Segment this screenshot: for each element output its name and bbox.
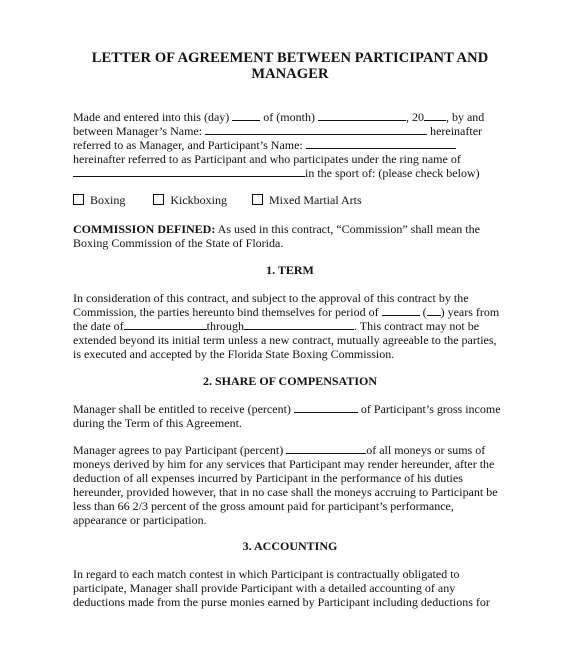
share-line-5 (73, 471, 463, 485)
intro-text: referred to as Manager, and Participant’s Name: (73, 138, 303, 152)
accounting-heading: 3. ACCOUNTING (242, 539, 338, 553)
kickboxing-checkbox[interactable] (153, 194, 164, 205)
term-heading: 1. TERM (266, 263, 314, 277)
term-text: ( (422, 305, 427, 319)
intro-text: of (month) (263, 110, 315, 124)
month-field[interactable] (318, 110, 406, 121)
commission-line-1 (73, 222, 480, 236)
term-line-3 (73, 319, 479, 333)
intro-text: , 20 (405, 110, 424, 124)
share-line-8 (73, 513, 207, 527)
term-text: . This contract may not be (354, 319, 480, 333)
term-text: Commission, the parties hereunto bind themselves for period of (73, 305, 379, 319)
term-text: ) years from (440, 305, 500, 319)
ring-name-field[interactable] (73, 166, 305, 177)
manager-name-field[interactable] (205, 124, 427, 135)
boxing-label: Boxing (90, 193, 126, 207)
share-text: hereunder, provided however, that in no case shall the moneys accruing to Participant be (73, 485, 498, 499)
term-years-number-field[interactable] (427, 305, 441, 316)
share-line-6 (73, 485, 498, 499)
term-text: is executed and accepted by the Florida State Boxing Commission. (73, 347, 395, 361)
share-text: moneys derived by him for any services that Participant may render hereunder, after the (73, 457, 495, 471)
share-text: of Participant’s gross income (360, 402, 501, 416)
share-line-3 (73, 443, 485, 457)
mma-checkbox[interactable] (252, 194, 263, 205)
intro-text: between Manager’s Name: (73, 124, 203, 138)
accounting-line-1 (73, 567, 460, 581)
participant-percent-field[interactable] (286, 443, 366, 454)
share-text: appearance or participation. (73, 513, 207, 527)
term-line-1 (73, 291, 469, 305)
intro-line-5 (73, 166, 480, 180)
share-text: during the Term of this Agreement. (73, 416, 242, 430)
commission-text: Boxing Commission of the State of Florida. (73, 236, 284, 250)
accounting-text: deductions made from the purse monies earned by Participant including deductions for (73, 595, 490, 609)
document-title-line-1: LETTER OF AGREEMENT BETWEEN PARTICIPANT AND (91, 50, 489, 66)
document-title-line-2: MANAGER (251, 66, 329, 82)
intro-line-4 (73, 152, 461, 166)
intro-text: , by and (445, 110, 485, 124)
term-line-5 (73, 347, 394, 361)
share-text: deduction of all expenses incurred by Participant in the performance of his duties (73, 471, 463, 485)
share-line-1 (73, 402, 501, 416)
term-text: In consideration of this contract, and subject to the approval of this contract by the (73, 291, 469, 305)
intro-text: hereinafter referred to as Participant and who participates under the ring name of (73, 152, 461, 166)
term-line-4 (73, 333, 497, 347)
intro-line-1 (73, 110, 484, 124)
share-line-4 (73, 457, 494, 471)
boxing-checkbox[interactable] (73, 194, 84, 205)
intro-text: Made and entered into this (day) (73, 110, 230, 124)
kickboxing-option[interactable] (153, 193, 227, 207)
day-field[interactable] (232, 110, 260, 121)
intro-line-2 (73, 124, 482, 138)
participant-name-field[interactable] (306, 138, 456, 149)
year-field[interactable] (424, 110, 446, 121)
intro-text: in the sport of: (please check below) (305, 166, 480, 180)
boxing-option[interactable] (73, 193, 125, 207)
mma-label: Mixed Martial Arts (269, 193, 362, 207)
term-line-2 (73, 305, 499, 319)
share-line-7 (73, 499, 454, 513)
start-date-field[interactable] (124, 319, 207, 330)
share-text: Manager shall be entitled to receive (percent) (73, 402, 291, 416)
manager-percent-field[interactable] (294, 402, 358, 413)
commission-label: COMMISSION DEFINED: (73, 222, 216, 236)
term-years-words-field[interactable] (382, 305, 420, 316)
intro-line-3 (73, 138, 456, 152)
share-text: of all moneys or sums of (366, 443, 486, 457)
mma-option[interactable] (252, 193, 362, 207)
term-text: the date of (73, 319, 124, 333)
accounting-text: participate, Manager shall provide Participant with a detailed accounting of any (73, 581, 456, 595)
accounting-line-3 (73, 595, 490, 609)
end-date-field[interactable] (244, 319, 354, 330)
share-text: less than 66 2/3 percent of the gross amount paid for participant’s performance, (73, 499, 454, 513)
commission-text: As used in this contract, “Commission” shall mean the (215, 222, 480, 236)
share-heading: 2. SHARE OF COMPENSATION (202, 374, 377, 388)
commission-line-2 (73, 236, 283, 250)
sport-checkbox-group (73, 193, 362, 207)
term-text: through (206, 319, 244, 333)
intro-text: hereinafter (430, 124, 483, 138)
accounting-line-2 (73, 581, 455, 595)
term-text: extended beyond its initial term unless a new contract, mutually agreeable to the parties, (73, 333, 497, 347)
share-line-2 (73, 416, 242, 430)
share-text: Manager agrees to pay Participant (percent) (73, 443, 284, 457)
kickboxing-label: Kickboxing (170, 193, 228, 207)
accounting-text: In regard to each match contest in which Participant is contractually obligated to (73, 567, 460, 581)
